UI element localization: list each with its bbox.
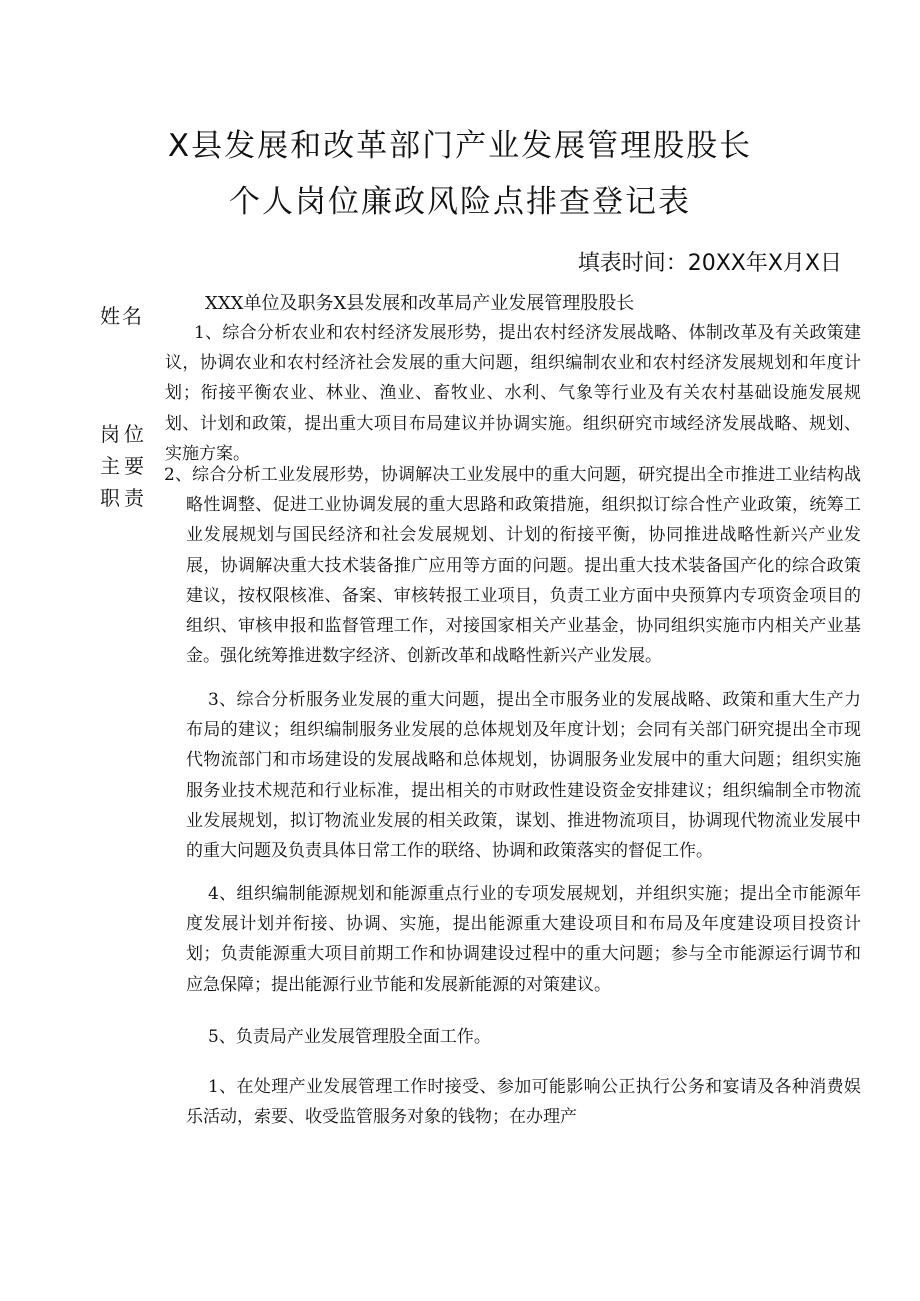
page-title-line1: X县发展和改革部门产业发展管理股股长 <box>167 128 753 164</box>
duty-label-part2: 主要 <box>100 454 148 478</box>
duty-item-4: 4、组织编制能源规划和能源重点行业的专项发展规划，并组织实施；提出全市能源年度发展计划并衔接、协调、实施，提出能源重大建设项目和布局及年度建设项目投资计划；负责能源重大项目前期工作和协调建设过程中的重大问题；参与全市能源运行调节和应急保障；提出能源行业节能和发展新能源的对策建议。 <box>186 884 861 995</box>
fill-date: 填表时间：20XX年X月X日 <box>577 251 842 276</box>
duty-label-part1: 岗位 <box>100 422 148 446</box>
duty-item-2: 2、综合分析工业发展形势，协调解决工业发展中的重大问题，研究提出全市推进工业结构战略性调整、促进工业协调发展的重大思路和政策措施，组织拟订综合性产业政策，统筹工业发展规划与国民经济和社会发展规划、计划的衔接平衡，协同推进战略性新兴产业发展，协调解决重大技术装备推广应用等方面的问题。提出重大技术装备国产化的综合政策建议，按权限核准、备案、审核转报工业项目，负责工业方面中央预算内专项资金项目的组织、审核申报和监督管理工作，对接国家相关产业基金，协同组织实施市内相关产业基金。强化统筹推进数字经济、创新改革和战略性新兴产业发展。 <box>164 465 861 667</box>
duty-label-part3: 职责 <box>100 486 148 510</box>
duty-item-1: 1、综合分析农业和农村经济发展形势，提出农村经济发展战略、体制改革及有关政策建议，协调农业和农村经济社会发展的重大问题，组织编制农业和农村经济发展规划和年度计划；衔接平衡农业、林业、渔业、畜牧业、水利、气象等行业及有关农村基础设施发展规划、计划和政策，提出重大项目布局建议并协调实施。组织研究市域经济发展战略、规划、实施方案。 <box>165 323 861 464</box>
unit-position-text: XXX单位及职务X县发展和改革局产业发展管理股股长 <box>205 293 635 314</box>
duty-item-5: 5、负责局产业发展管理股全面工作。 <box>208 1027 491 1047</box>
name-label: 姓名 <box>100 304 144 328</box>
risk-item-1: 1、在处理产业发展管理工作时接受、参加可能影响公正执行公务和宴请及各种消费娱乐活动，索要、收受监管服务对象的钱物；在办理产 <box>186 1077 861 1128</box>
duty-item-3: 3、综合分析服务业发展的重大问题，提出全市服务业的发展战略、政策和重大生产力布局的建议；组织编制服务业发展的总体规划及年度计划；会同有关部门研究提出全市现代物流部门和市场建设的发展战略和总体规划，协调服务业发展中的重大问题；组织实施服务业技术规范和行业标准，提出相关的市财政性建设资金安排建议；组织编制全市物流业发展规划，拟订物流业发展的相关政策，谋划、推进物流项目，协调现代物流业发展中的重大问题及负责具体日常工作的联络、协调和政策落实的督促工作。 <box>186 690 861 862</box>
page-title-line2: 个人岗位廉政风险点排查登记表 <box>229 184 691 220</box>
